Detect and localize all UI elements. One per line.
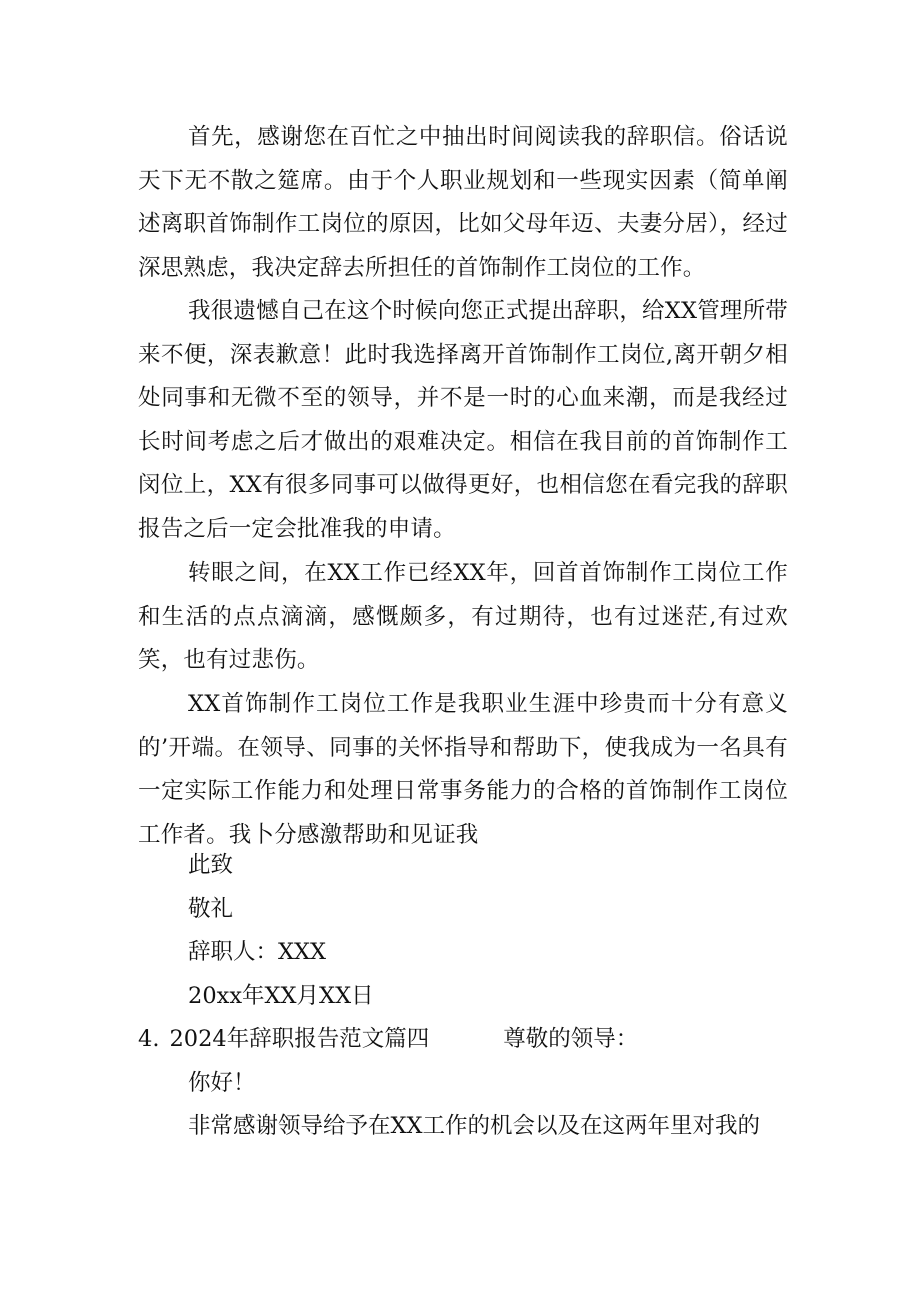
- date-line: 20xx年XX月XX日: [188, 983, 374, 1009]
- paragraph-1: 首先，感谢您在百忙之中抽出时间阅读我的辞职信。俗话说天下无不散之筵席。由于个人职业规划和一些现实因素（简单阐述离职首饰制作工岗位的原因，比如父母年迈、夫妻分居），经过深思熟虑，我决定辞去所担任的首饰制作工岗位的工作。: [138, 124, 788, 281]
- paragraph-4: XX首饰制作工岗位工作是我职业生涯中珍贵而十分有意义的’开端。在领导、同事的关怀指导和帮助下，使我成为一名具有一定实际工作能力和处理日常事务能力的合格的首饰制作工岗位工作者。我卜分感激帮助和见证我: [138, 691, 788, 848]
- paragraph-2: 我很遗憾自己在这个时候向您正式提出辞职，给XX管理所带来不便，深表歉意！此时我选择离开首饰制作工岗位,离开朝夕相处同事和无微不至的领导，并不是一时的心血来潮，而是我经过长时间考虑之后才做出的艰难决定。相信在我目前的首饰制作工闵位上，XX有很多同事可以做得更好，也相信您在看完我的辞职报告之后一定会批准我的申请。: [138, 298, 788, 542]
- body-first-line: 非常感谢领导给予在XX工作的机会以及在这两年里对我的: [188, 1113, 761, 1139]
- section-heading-row: [138, 1018, 788, 1062]
- section-title: 2024年辞职报告范文篇四: [169, 1026, 430, 1052]
- signer-line: 辞职人：XXX: [188, 939, 327, 965]
- paragraph-3: 转眼之间，在XX工作已经XX年，回首首饰制作工岗位工作和生活的点点滴滴，感慨颇多，有过期待，也有过迷茫,有过欢笑，也有过悲伤。: [138, 560, 788, 674]
- greeting-line: 你好！: [188, 1070, 256, 1096]
- salutation: 尊敬的领导：: [503, 1026, 639, 1052]
- closing-line-1: 此致: [188, 852, 234, 878]
- closing-line-2: 敬礼: [188, 896, 234, 922]
- section-number: 4.: [138, 1026, 160, 1052]
